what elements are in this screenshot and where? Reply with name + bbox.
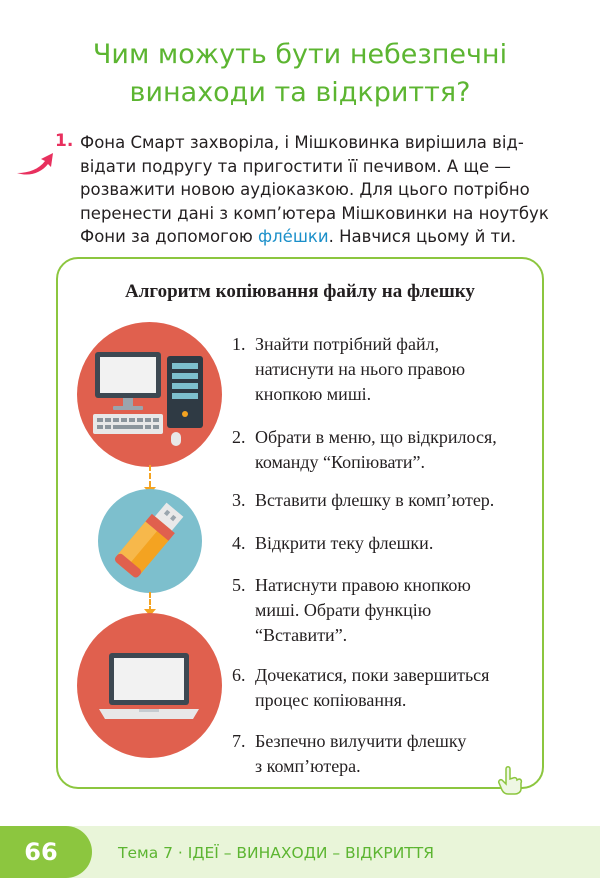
step-line: з комп’ютера. — [255, 756, 361, 776]
page-number: 66 — [24, 838, 58, 866]
step-line: миші. Обрати функцію — [255, 600, 432, 620]
step-number: 2. — [232, 427, 246, 447]
step-line: кнопкою миші. — [255, 384, 372, 404]
step-line: Знайти потрібний файл, — [255, 334, 440, 354]
usb-flash-drive-circle — [98, 489, 202, 593]
laptop-circle — [77, 613, 222, 758]
page-title — [0, 36, 600, 112]
step-line: Натиснути правою кнопкою — [255, 575, 471, 595]
task-number: 1. — [55, 131, 74, 151]
pink-arrow-icon — [15, 151, 55, 181]
step-line: Вставити флешку в комп’ютер. — [255, 490, 495, 510]
footer-topic: Тема 7 · ІДЕЇ – ВИНАХОДИ – ВІДКРИТТЯ — [118, 844, 434, 862]
task-line: перенести дані з комп’ютера Мішковинки на ноутбук — [80, 203, 549, 223]
step-number: 7. — [232, 731, 246, 751]
task-text-after-link: . Навчися цьому й ти. — [328, 227, 517, 246]
step-item — [232, 531, 542, 556]
step-line: натиснути на нього правою — [255, 359, 466, 379]
step-line: Відкрити теку флешки. — [255, 533, 434, 553]
step-number: 4. — [232, 533, 246, 553]
flash-drive-term[interactable]: фле́шки — [258, 227, 329, 246]
step-number: 5. — [232, 575, 246, 595]
step-line: Безпечно вилучити флешку — [255, 731, 467, 751]
step-number: 6. — [232, 665, 246, 685]
desktop-computer-icon — [77, 322, 222, 467]
step-line: команду “Копіювати”. — [255, 452, 425, 472]
task-text-before-link: Фони за допомогою — [80, 227, 259, 246]
step-number: 1. — [232, 334, 246, 354]
step-item — [232, 425, 542, 475]
title-line-2: винаходи та відкриття? — [129, 77, 471, 108]
step-item — [232, 332, 542, 407]
card-title: Алгоритм копіювання файлу на флешку — [125, 281, 475, 302]
title-line-1: Чим можуть бути небезпечні — [92, 39, 508, 70]
task-line-last — [80, 225, 555, 249]
step-item — [232, 663, 542, 713]
step-line: Дочекатися, поки завершиться — [255, 665, 490, 685]
step-line: “Вставити”. — [255, 625, 348, 645]
pointing-hand-icon — [496, 765, 524, 795]
task-line: Фона Смарт захворіла, і Мішковинка вирішила від- — [80, 133, 524, 152]
algorithm-card — [56, 257, 544, 789]
desktop-computer-circle — [77, 322, 222, 467]
task-line: відати подругу та пригостити її печивом. А ще — — [80, 156, 511, 176]
task-text — [80, 131, 555, 249]
task-line: розважити новою аудіоказкою. Для цього потрібно — [80, 180, 530, 199]
step-line: процес копіювання. — [255, 690, 407, 710]
step-item — [232, 573, 542, 648]
usb-flash-drive-icon — [98, 489, 202, 593]
flow-connector — [149, 465, 151, 487]
step-number: 3. — [232, 490, 246, 510]
step-item — [232, 488, 542, 513]
laptop-icon — [77, 613, 222, 758]
step-line: Обрати в меню, що відкрилося, — [255, 427, 497, 447]
